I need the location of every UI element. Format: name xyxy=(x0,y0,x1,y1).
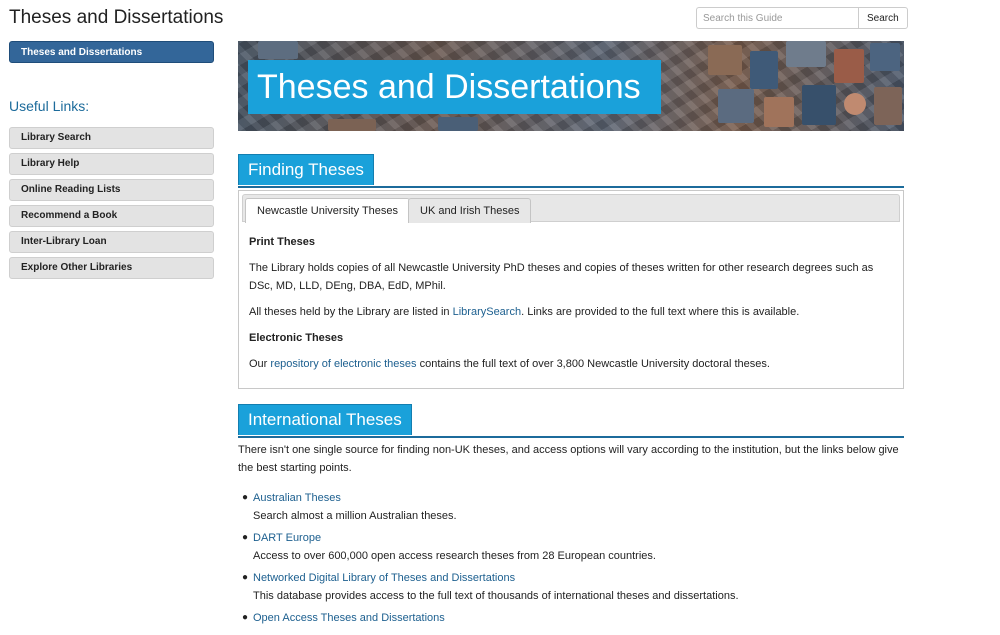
dart-europe-link[interactable]: DART Europe xyxy=(253,532,322,544)
sidebar-item-explore-other-libraries[interactable]: Explore Other Libraries xyxy=(9,257,214,279)
print-theses-heading: Print Theses xyxy=(249,236,316,248)
search-button[interactable]: Search xyxy=(858,7,908,29)
useful-links-heading: Useful Links: xyxy=(9,98,90,114)
electronic-theses-heading: Electronic Theses xyxy=(249,332,344,344)
guide-search xyxy=(696,7,908,29)
tab-newcastle-university-theses[interactable]: Newcastle University Theses xyxy=(245,198,410,223)
page-title: Theses and Dissertations xyxy=(9,7,224,28)
sidebar-item-inter-library-loan[interactable]: Inter-Library Loan xyxy=(9,231,214,253)
electronic-theses-paragraph xyxy=(249,355,889,373)
finding-theses-heading xyxy=(238,154,904,188)
international-links-list xyxy=(238,489,904,631)
finding-theses-tabbox xyxy=(238,190,904,389)
librarysearch-prefix: All theses held by the Library are listed in xyxy=(249,306,453,318)
oatd-link[interactable]: Open Access Theses and Dissertations xyxy=(253,612,445,624)
sidebar-item-theses-and-dissertations[interactable]: Theses and Dissertations xyxy=(9,41,214,63)
sidebar-item-library-search[interactable]: Library Search xyxy=(9,127,214,149)
international-theses-heading-label: International Theses xyxy=(238,404,412,435)
librarysearch-paragraph xyxy=(249,303,889,321)
tab-strip xyxy=(242,194,900,222)
ndltd-link[interactable]: Networked Digital Library of Theses and Dissertations xyxy=(253,572,516,584)
banner-title: Theses and Dissertations xyxy=(248,60,661,114)
useful-links-list xyxy=(9,127,214,283)
bullet-icon: ● xyxy=(242,492,249,503)
search-input[interactable] xyxy=(696,7,858,29)
electronic-suffix: contains the full text of over 3,800 Newcastle University doctoral theses. xyxy=(416,358,770,370)
list-item-desc: Access to over 600,000 open access research theses from 28 European countries. xyxy=(253,550,656,562)
list-item-desc: Search almost a million Australian theses. xyxy=(253,510,457,522)
list-item-desc: This database provides access to the full text of thousands of international theses and dissertations. xyxy=(253,590,739,602)
bullet-icon: ● xyxy=(242,572,249,583)
list-item xyxy=(238,489,904,525)
list-item xyxy=(238,529,904,565)
repository-link[interactable]: repository of electronic theses xyxy=(270,358,417,370)
list-item xyxy=(238,569,904,605)
international-theses-heading xyxy=(238,404,904,438)
librarysearch-link[interactable]: LibrarySearch xyxy=(452,306,522,318)
sidebar-item-online-reading-lists[interactable]: Online Reading Lists xyxy=(9,179,214,201)
print-theses-text: The Library holds copies of all Newcastle University PhD theses and copies of theses written for other research degrees such as DSc, MD, LLD, DEng, DBA, EdD, MPhil. xyxy=(249,262,874,292)
librarysearch-suffix: . Links are provided to the full text where this is available. xyxy=(521,306,800,318)
bullet-icon: ● xyxy=(242,612,249,623)
australian-theses-link[interactable]: Australian Theses xyxy=(253,492,341,504)
tab-content xyxy=(249,233,889,381)
finding-theses-heading-label: Finding Theses xyxy=(238,154,374,185)
list-item xyxy=(238,609,904,627)
international-intro: There isn't one single source for finding non-UK theses, and access options will vary according to the institution, but the links below give the best starting points. xyxy=(238,444,899,474)
sidebar-item-library-help[interactable]: Library Help xyxy=(9,153,214,175)
electronic-prefix: Our xyxy=(249,358,271,370)
tab-uk-and-irish-theses[interactable]: UK and Irish Theses xyxy=(408,198,531,223)
sidebar-item-recommend-a-book[interactable]: Recommend a Book xyxy=(9,205,214,227)
bullet-icon: ● xyxy=(242,532,249,543)
banner-image xyxy=(238,41,904,131)
